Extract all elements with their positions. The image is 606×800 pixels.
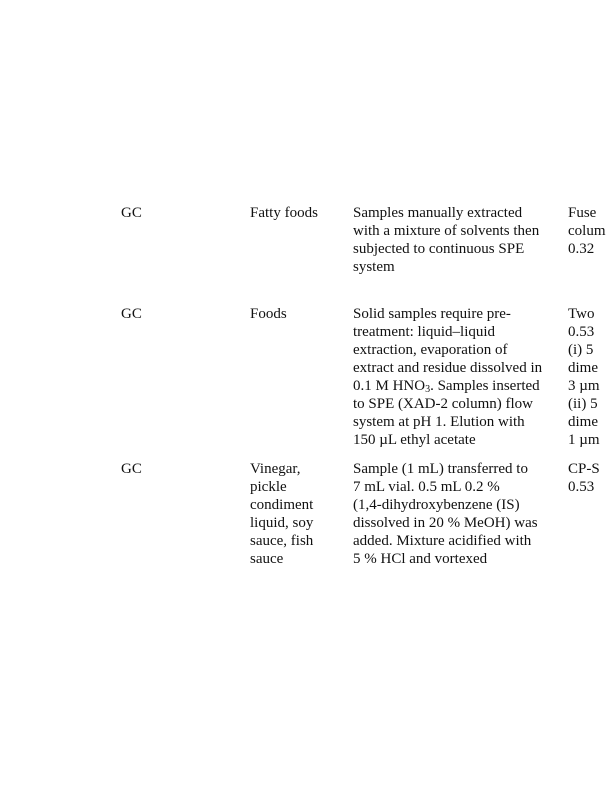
column-cell: Two 0.53 (i) 5 dime 3 µm (ii) 5 dime 1 µm bbox=[568, 306, 600, 448]
column-cell: Fuse colum 0.32 bbox=[568, 205, 606, 257]
preparation-cell: Solid samples require pre- treatment: liquid–liquid extraction, evaporation of extract and residue dissolved in 0.1 M $HNO_3$. Samples inserted to SPE (XAD-2 column) flow system at pH 1. Elution with 150 µL ethyl acetate bbox=[353, 306, 543, 448]
matrix-cell: Fatty foods bbox=[250, 205, 318, 221]
matrix-cell: Foods bbox=[250, 306, 287, 322]
column-cell: CP-S 0.53 bbox=[568, 461, 600, 495]
matrix-cell: Vinegar, pickle condiment liquid, soy sauce, fish sauce bbox=[250, 461, 314, 567]
method-cell: GC bbox=[121, 306, 142, 322]
preparation-cell: Samples manually extracted with a mixture of solvents then subjected to continuous SPE system bbox=[353, 205, 540, 275]
method-cell: GC bbox=[121, 205, 142, 221]
method-cell: GC bbox=[121, 461, 142, 477]
hno3-line: 0.1 M $HNO_3$. Samples inserted bbox=[353, 378, 540, 395]
preparation-cell: Sample (1 mL) transferred to 7 mL vial. 0.5 mL 0.2 % (1,4-dihydroxybenzene (IS) dissolved in 20 % MeOH) was added. Mixture acidified with 5 % HCl and vortexed bbox=[353, 461, 538, 567]
